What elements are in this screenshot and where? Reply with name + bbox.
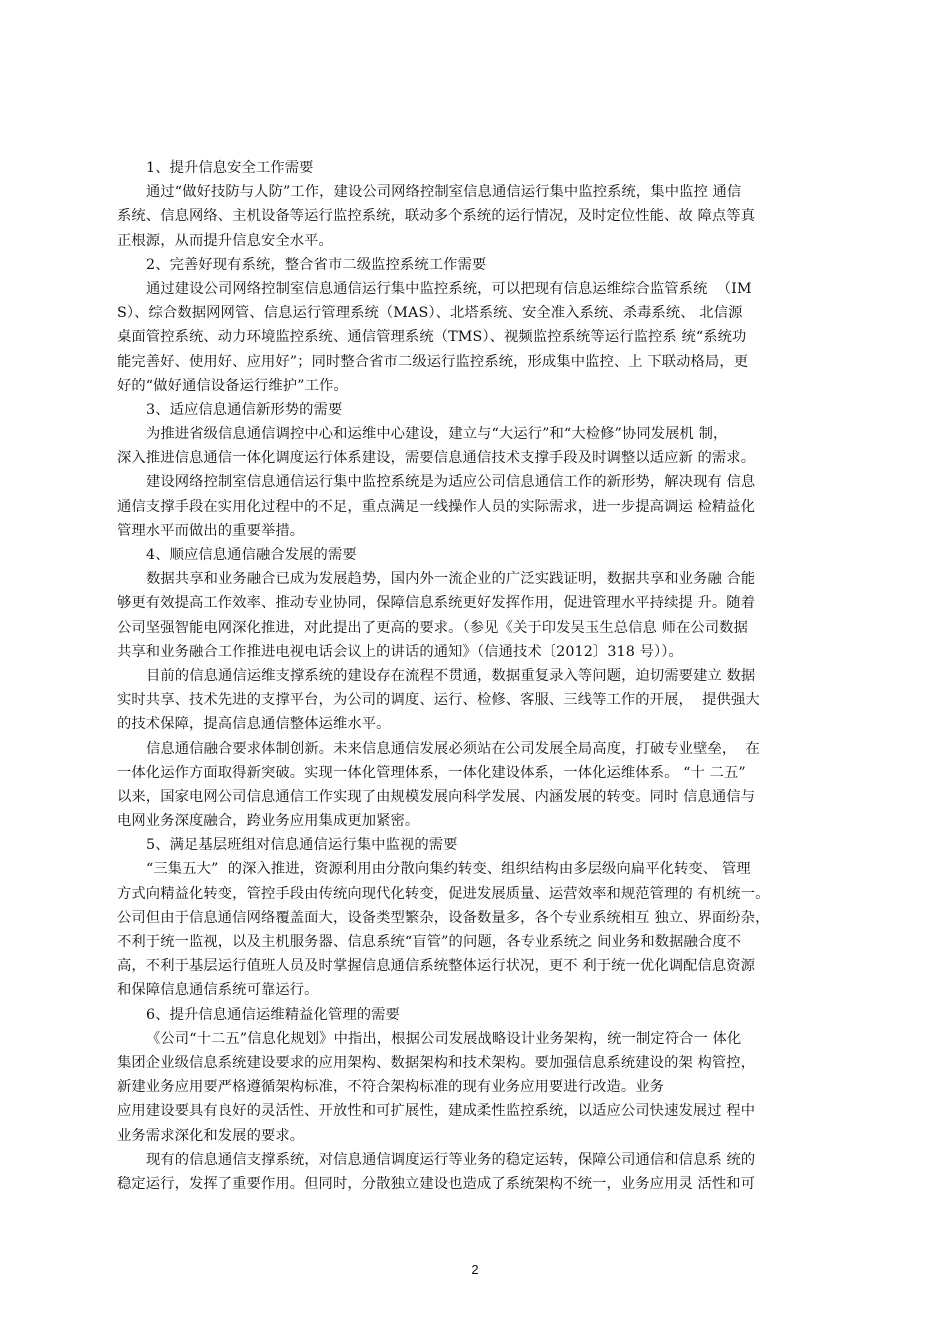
text-line: 通过“做好技防与人防”工作，建设公司网络控制室信息通信运行集中监控系统，集中监控 通信	[146, 184, 742, 201]
text-line: 桌面管控系统、动力环境监控系统、通信管理系统（TMS）、视频监控系统等运行监控系 统“系统功	[117, 329, 747, 346]
page-number: 2	[471, 1262, 479, 1277]
text-line: 通过建设公司网络控制室信息通信运行集中监控系统，可以把现有信息运维综合监管系统 （IM	[146, 280, 752, 297]
text-line: 数据共享和业务融合已成为发展趋势，国内外一流企业的广泛实践证明，数据共享和业务融 合能	[146, 571, 756, 588]
text-line: 业务需求深化和发展的要求。	[117, 1127, 305, 1144]
text-line: 够更有效提高工作效率、推动专业协同，保障信息系统更好发挥作用，促进管理水平持续提 升。随着	[117, 595, 756, 612]
text-line: 方式向精益化转变，管控手段由传统向现代化转变，促进发展质量、运营效率和规范管理的 有机统一。	[117, 885, 770, 902]
text-line: 不利于统一监视，以及主机服务器、信息系统“盲管”的问题，各专业系统之 间业务和数据融合度不	[117, 934, 742, 950]
text-line: 好的“做好通信设备运行维护”工作。	[117, 377, 348, 394]
text-line: 以来，国家电网公司信息通信工作实现了由规模发展向科学发展、内涵发展的转变。同时 信息通信与	[117, 788, 756, 805]
text-line: 《公司“十二五”信息化规划》中指出，根据公司发展战略设计业务架构，统一制定符合一 体化	[146, 1030, 742, 1047]
text-line: 集团企业级信息系统建设要求的应用架构、数据架构和技术架构。要加强信息系统建设的架 构管控，	[117, 1054, 756, 1071]
text-line: 通信支撑手段在实用化过程中的不足，重点满足一线操作人员的实际需求，进一步提高调运 检精益化	[117, 498, 756, 515]
text-line: 系统、信息网络、主机设备等运行监控系统，联动多个系统的运行情况，及时定位性能、故 障点等真	[117, 208, 756, 225]
text-line: 3、适应信息通信新形势的需要	[146, 401, 343, 418]
text-line: 4、顺应信息通信融合发展的需要	[146, 547, 357, 563]
text-line: 1、提升信息安全工作需要	[146, 160, 314, 176]
text-line: 实时共享、技术先进的支撑平台，为公司的调度、运行、检修、客服、三线等工作的开展， 提供强大	[117, 692, 760, 709]
text-line: 现有的信息通信支撑系统，对信息通信调度运行等业务的稳定运转，保障公司通信和信息系 统的	[146, 1151, 756, 1168]
text-line: 共享和业务融合工作推进电视电话会议上的讲话的通知》（信通技术〔2012〕318 号））。	[117, 643, 683, 660]
text-line: 高，不利于基层运行值班人员及时掌握信息通信系统整体运行状况，更不 利于统一优化调配信息资源	[117, 958, 756, 975]
text-line: 目前的信息通信运维支撑系统的建设存在流程不贯通，数据重复录入等问题，迫切需要建立 数据	[146, 667, 756, 684]
text-line: S）、综合数据网网管、信息运行管理系统（MAS）、北塔系统、安全准入系统、杀毒系统、 北信源	[117, 305, 743, 322]
text-line: 稳定运行，发挥了重要作用。但同时，分散独立建设也造成了系统架构不统一，业务应用灵 活性和可	[117, 1175, 756, 1192]
text-line: 能完善好、使用好、应用好”；同时整合省市二级运行监控系统，形成集中监控、上 下联动格局，更	[117, 353, 749, 370]
text-line: “三集五大” 的深入推进，资源利用由分散向集约转变、组织结构由多层级向扁平化转变、 管理	[146, 861, 751, 878]
text-line: 公司但由于信息通信网络覆盖面大，设备类型繁杂，设备数量多，各个专业系统相互 独立、界面纷杂，	[117, 909, 770, 926]
document-body	[117, 156, 833, 1196]
text-line: 电网业务深度融合，跨业务应用集成更加紧密。	[117, 813, 420, 830]
text-line: 5、满足基层班组对信息通信运行集中监视的需要	[146, 837, 458, 854]
text-line: 和保障信息通信系统可靠运行。	[117, 982, 319, 999]
text-line: 正根源，从而提升信息安全水平。	[117, 232, 333, 249]
text-line: 建设网络控制室信息通信运行集中监控系统是为适应公司信息通信工作的新形势，解决现有 信息	[146, 474, 756, 491]
text-line: 深入推进信息通信一体化调度运行体系建设，需要信息通信技术支撑手段及时调整以适应新 的需求。	[117, 450, 756, 467]
text-line: 一体化运作方面取得新突破。实现一体化管理体系，一体化建设体系，一体化运维体系。 “十 二五”	[117, 764, 746, 781]
text-line: 应用建设要具有良好的灵活性、开放性和可扩展性，建成柔性监控系统，以适应公司快速发展过 程中	[117, 1103, 756, 1120]
text-line: 新建业务应用要严格遵循架构标准，不符合架构标准的现有业务应用要进行改造。业务	[117, 1079, 665, 1096]
text-line: 管理水平而做出的重要举措。	[117, 522, 305, 539]
text-line: 的技术保障，提高信息通信整体运维水平。	[117, 716, 391, 733]
text-line: 公司坚强智能电网深化推进，对此提出了更高的要求。（参见《关于印发吴玉生总信息 师在公司数据	[117, 619, 748, 636]
text-line: 信息通信融合要求体制创新。未来信息通信发展必须站在公司发展全局高度，打破专业壁垒， 在	[146, 740, 760, 757]
text-line: 6、提升信息通信运维精益化管理的需要	[146, 1006, 400, 1023]
text-line: 2、完善好现有系统，整合省市二级监控系统工作需要	[146, 256, 487, 273]
text-line: 为推进省级信息通信调控中心和运维中心建设，建立与“大运行”和“大检修”协同发展机 制，	[146, 426, 728, 443]
